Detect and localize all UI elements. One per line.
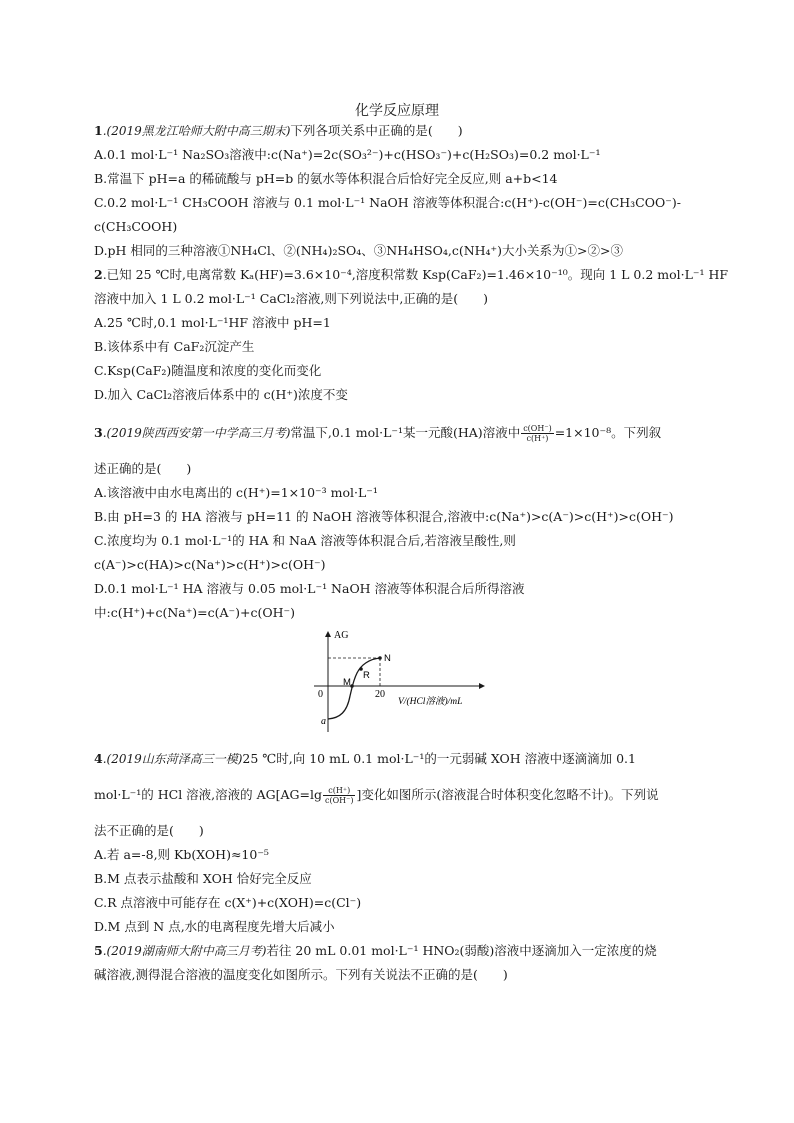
y-axis-label: AG: [334, 630, 349, 641]
q4-stem-cont2: 法不正确的是( ): [94, 823, 204, 838]
q1-option-a: A.0.1 mol·L⁻¹ Na₂SO₃溶液中:c(Na⁺)=2c(SO₃²⁻)+c(HSO₃⁻)+c(H₂SO₃)=0.2 mol·L⁻¹: [94, 147, 601, 162]
q3-option-c: C.浓度均为 0.1 mol·L⁻¹的 HA 和 NaA 溶液等体积混合后,若溶液呈酸性,则: [94, 533, 516, 548]
point-n: [378, 656, 382, 660]
q4-option-b: B.M 点表示盐酸和 XOH 恰好完全反应: [94, 871, 312, 886]
q4-fraction: $\frac{c(H^+)}{c(OH^-)}$: [325, 786, 354, 805]
q3-fraction: $\frac{c(OH^-)}{c(H^+)}$: [523, 424, 552, 443]
q1-option-c-cont: c(CH₃COOH): [94, 219, 178, 234]
q4-stem-cont: mol·L⁻¹的 HCl 溶液,溶液的 AG[AG=lg $\frac{c(H^+)}{c(OH^-)}$ ]变化如图所示(溶液混合时体积变化忽略不计)。下列说: [94, 786, 659, 805]
ag-curve: [328, 658, 380, 719]
q4-option-a: A.若 a=-8,则 Kb(XOH)≈10⁻⁵: [94, 847, 269, 862]
q2-option-a: A.25 ℃时,0.1 mol·L⁻¹HF 溶液中 pH=1: [94, 315, 331, 330]
page-title: 化学反应原理: [355, 103, 439, 119]
q1-option-c: C.0.2 mol·L⁻¹ CH₃COOH 溶液与 0.1 mol·L⁻¹ NaOH 溶液等体积混合:c(H⁺)-c(OH⁻)=c(CH₃COO⁻)-: [94, 195, 681, 210]
q1-option-d: D.pH 相同的三种溶液①NH₄Cl、②(NH₄)₂SO₄、③NH₄HSO₄,c(NH₄⁺)大小关系为①>②>③: [94, 243, 623, 258]
q3-option-c-cont: c(A⁻)>c(HA)>c(Na⁺)>c(H⁺)>c(OH⁻): [94, 557, 326, 572]
q3-stem: 3.(2019陕西西安第一中学高三月考)常温下,0.1 mol·L⁻¹某一元酸(HA)溶液中 $\frac{c(OH^-)}{c(H^+)}$ =1×10⁻⁸。下列叙: [94, 424, 662, 443]
q3-option-d: D.0.1 mol·L⁻¹ HA 溶液与 0.05 mol·L⁻¹ NaOH 溶液等体积混合后所得溶液: [94, 581, 525, 596]
q3-stem-cont: 述正确的是( ): [94, 461, 192, 476]
origin-label: 0: [318, 689, 323, 700]
x-tick-20: 20: [375, 689, 385, 700]
q4-option-d: D.M 点到 N 点,水的电离程度先增大后减小: [94, 919, 335, 934]
label-n: N: [384, 653, 391, 664]
label-m: M: [343, 677, 351, 688]
q3-option-a: A.该溶液中由水电离出的 c(H⁺)=1×10⁻³ mol·L⁻¹: [94, 485, 378, 500]
q4-stem: 4.(2019山东菏泽高三一模)25 ℃时,向 10 mL 0.1 mol·L⁻¹的一元弱碱 XOH 溶液中逐滴滴加 0.1: [94, 751, 636, 766]
q4-option-c: C.R 点溶液中可能存在 c(X⁺)+c(XOH)=c(Cl⁻): [94, 895, 362, 910]
q3-option-b: B.由 pH=3 的 HA 溶液与 pH=11 的 NaOH 溶液等体积混合,溶液中:c(Na⁺)>c(A⁻)>c(H⁺)>c(OH⁻): [94, 509, 674, 524]
q5-stem-cont: 碱溶液,测得混合溶液的温度变化如图所示。下列有关说法不正确的是( ): [94, 967, 508, 982]
x-axis-label: V/(HCl溶液)/mL: [398, 697, 463, 707]
q5-stem: 5.(2019湖南师大附中高三月考)若往 20 mL 0.01 mol·L⁻¹ HNO₂(弱酸)溶液中逐滴加入一定浓度的烧: [94, 943, 657, 958]
ag-titration-figure: [314, 626, 494, 736]
q2-option-c: C.Ksp(CaF₂)随温度和浓度的变化而变化: [94, 363, 322, 378]
label-r: R: [363, 670, 370, 681]
q2-option-d: D.加入 CaCl₂溶液后体系中的 c(H⁺)浓度不变: [94, 387, 348, 402]
q2-option-b: B.该体系中有 CaF₂沉淀产生: [94, 339, 255, 354]
q1-option-b: B.常温下 pH=a 的稀硫酸与 pH=b 的氨水等体积混合后恰好完全反应,则 a+b<14: [94, 171, 558, 186]
q2-stem-cont: 溶液中加入 1 L 0.2 mol·L⁻¹ CaCl₂溶液,则下列说法中,正确的是( ): [94, 291, 489, 306]
q1-stem: 1.(2019黑龙江哈师大附中高三期末)下列各项关系中正确的是( ): [94, 123, 463, 138]
q2-stem: 2.已知 25 ℃时,电离常数 Kₐ(HF)=3.6×10⁻⁴,溶度积常数 Ksp(CaF₂)=1.46×10⁻¹⁰。现向 1 L 0.2 mol·L⁻¹ HF: [94, 267, 729, 282]
q3-option-d-cont: 中:c(H⁺)+c(Na⁺)=c(A⁻)+c(OH⁻): [94, 605, 296, 620]
label-a: a: [321, 716, 326, 727]
